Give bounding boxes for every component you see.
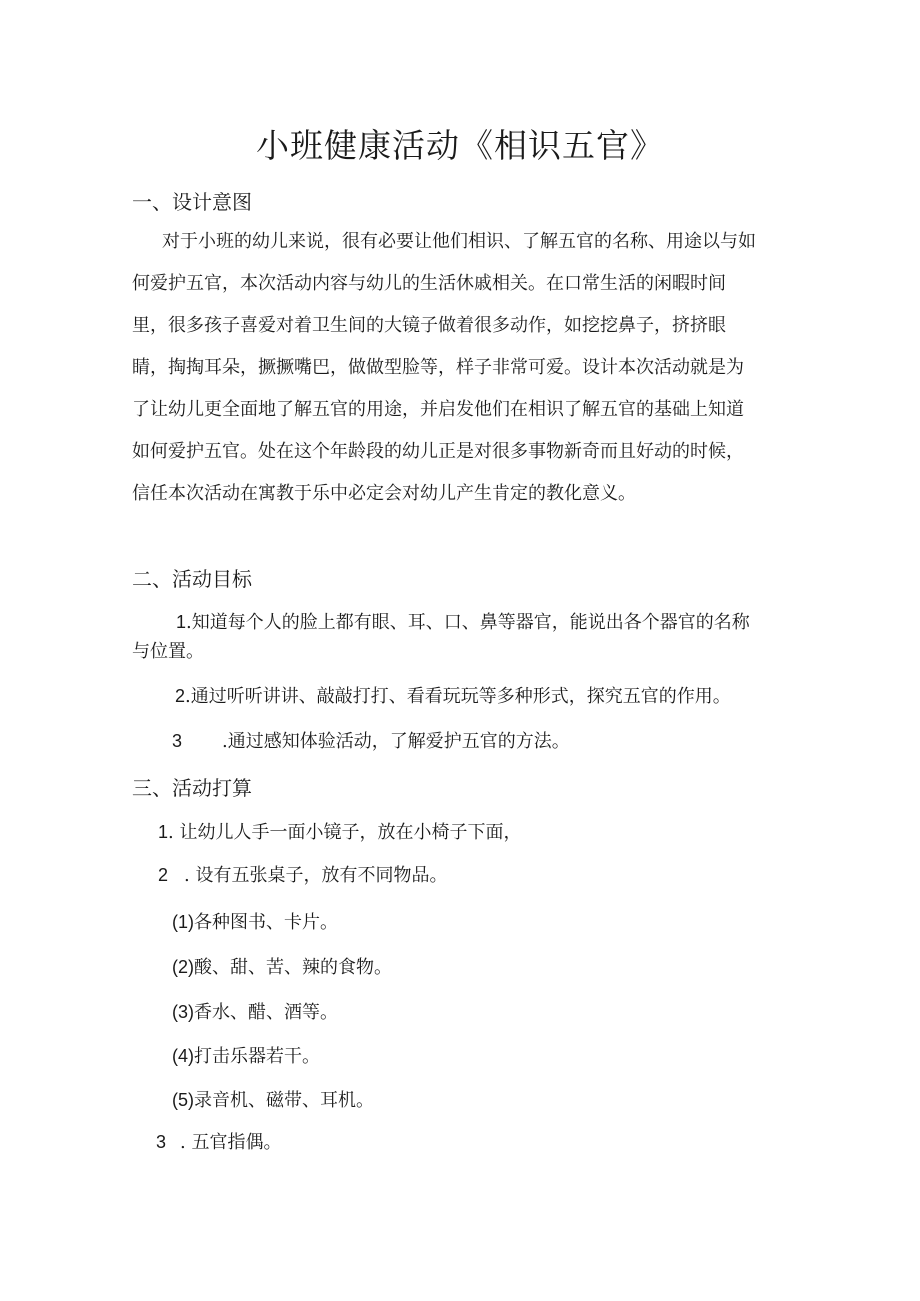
prep-text: . 设有五张桌子，放有不同物品。 [184,865,448,886]
prep-number: 3 [156,1132,167,1152]
subitem-number: (4) [172,1046,194,1066]
goal-item-1 [176,608,750,634]
prep-text: . 五官指偶。 [180,1132,282,1153]
subitem-text: 香水、醋、酒等。 [194,1002,338,1023]
prep-item-3 [156,1128,281,1154]
subitem-text: 各种图书、卡片。 [194,912,338,933]
paragraph-line: 如何爱护五官。处在这个年龄段的幼儿正是对很多事物新奇而且好动的时候， [132,441,744,462]
goal-number: 3 [172,731,183,751]
goal-item-2 [175,682,731,708]
goal-number: 1 [176,612,187,632]
subitem-number: (5) [172,1090,194,1110]
prep-item-2 [158,861,447,887]
prep-number: 1 [158,822,169,842]
subitem-number: (2) [172,957,194,977]
prep-number: 2 [158,865,169,885]
paragraph-line: 睛，掏掏耳朵，撅撅嘴巴，做做型脸等，样子非常可爱。设计本次活动就是为 [132,357,744,378]
goal-item-3 [172,727,570,753]
subitem-number: (1) [172,912,194,932]
prep-subitem-1 [172,908,338,934]
prep-subitem-2 [172,953,392,979]
subitem-text: 酸、甜、苦、辣的食物。 [194,957,392,978]
paragraph-line: 对于小班的幼儿来说，很有必要让他们相识、了解五官的名称、用途以与如 [162,231,756,252]
prep-item-1 [158,818,521,844]
subitem-number: (3) [172,1002,194,1022]
design-paragraph [132,221,782,515]
goal-number: 2 [175,686,186,706]
paragraph-line: 何爱护五官，本次活动内容与幼儿的生活休戚相关。在口常生活的闲暇时间 [132,273,726,294]
paragraph-line: 了让幼儿更全面地了解五官的用途，并启发他们在相识了解五官的基础上知道 [132,399,744,420]
section-heading-design: 一、设计意图 [132,190,252,214]
prep-subitem-5 [172,1086,374,1112]
section-heading-prep: 三、活动打算 [132,776,252,800]
goal-item-1-continued: 与位置。 [132,641,204,662]
goal-text: .通过感知体验活动，了解爱护五官的方法。 [222,731,570,752]
paragraph-line: 里，很多孩子喜爱对着卫生间的大镜子做着很多动作，如挖挖鼻子，挤挤眼 [132,315,726,336]
section-heading-goals: 二、活动目标 [132,567,252,591]
prep-subitem-4 [172,1042,320,1068]
subitem-text: 录音机、磁带、耳机。 [194,1090,374,1111]
page-title: 小班健康活动《相识五官》 [256,126,664,165]
prep-text: . 让幼儿人手一面小镜子，放在小椅子下面， [168,822,522,843]
goal-text: .知道每个人的脸上都有眼、耳、口、鼻等器官，能说出各个器官的名称 [186,612,750,633]
goal-text: .通过听听讲讲、敲敲打打、看看玩玩等多种形式，探究五官的作用。 [185,686,731,707]
paragraph-line: 信任本次活动在寓教于乐中必定会对幼儿产生肯定的教化意义。 [132,483,636,504]
prep-subitem-3 [172,998,338,1024]
subitem-text: 打击乐器若干。 [194,1046,320,1067]
